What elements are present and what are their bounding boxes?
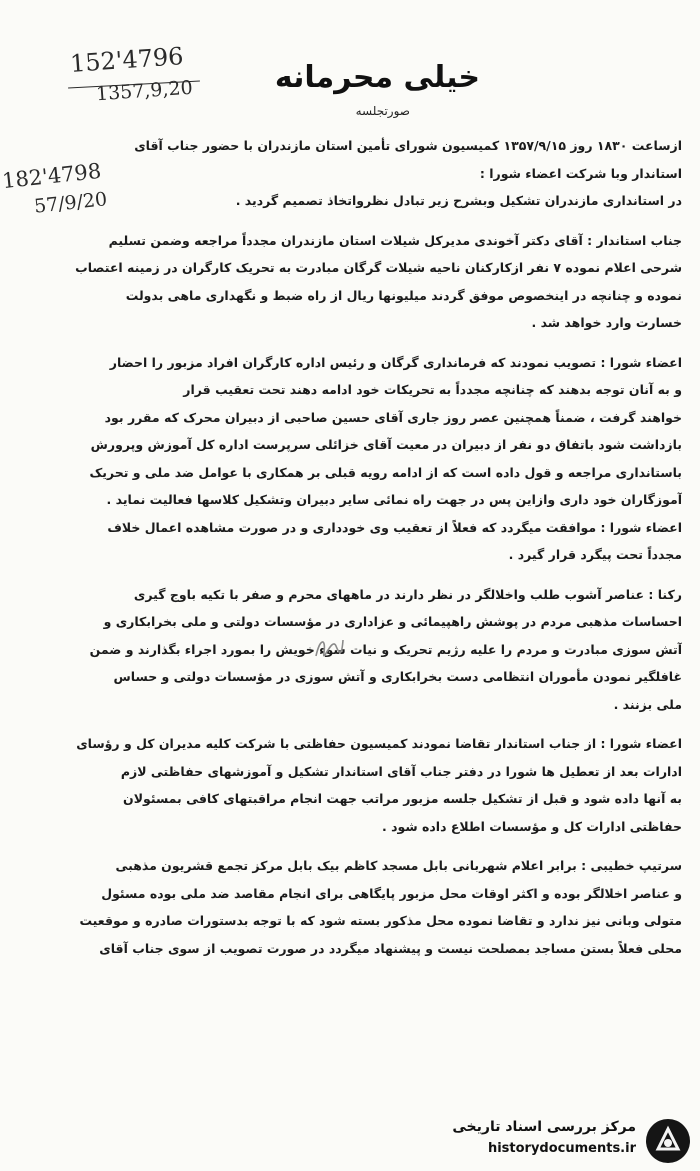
body-line: حفاظتی ادارات کل و مؤسسات اطلاع داده شود . [382,818,682,834]
document-subtitle: صورتجلسه [355,104,410,118]
body-line: سرتیپ خطیبی : برابر اعلام شهربانی بابل مسجد کاظم بیک بابل مرکز تجمع قشریون مذهبی [115,858,682,873]
handwritten-number-2: 182'4798 [1,158,103,194]
body-line: خواهند گرفت ، ضمناً همچنین عصر روز جاری آقای حسین صاحبی از دبیران محرک که مقرر بود [104,409,682,425]
body-line: بازداشت شود باتفاق دو نفر از دبیران در معیت آقای خزائلی سرپرست اداره کل آموزش وپرورش [90,437,682,452]
body-line: مجدداً تحت پیگرد قرار گیرد . [508,547,682,562]
body-line: در استانداری مازندران تشکیل وبشرح زیر تبادل نظرواتخاذ تصمیم گردید . [235,193,682,208]
handwritten-date-2: 57/9/20 [33,188,109,218]
watermark-text: مرکز بررسی اسناد تاریخی [452,1119,636,1135]
faint-signature-mark [312,632,346,668]
body-line: جناب استاندار : آقای دکتر آخوندی مدیرکل شیلات استان مازندران مجدداً مراجعه وضمن تسلیم [108,232,682,248]
body-line: و عناصر اخلالگر بوده و اکثر اوقات محل مزبور پایگاهی برای انجام مقاصد ضد ملی بوده مسئول [101,885,682,901]
body-line: خسارت وارد خواهد شد . [531,315,682,330]
body-line: آتش سوزی مبادرت و مردم را علیه رژیم تحریک و نیات سوء خویش را بمورد اجراء بگذارند و ضمن [89,641,682,657]
watermark-url: historydocuments.ir [487,1141,636,1156]
body-line: ادارات بعد از تعطیل ها شورا در دفتر جناب آقای استاندار تشکیل و آموزشهای حفاظتی لازم [120,763,682,779]
handwritten-number-1: 152'4796 [69,42,185,78]
body-line: ملی بزنند . [613,696,682,712]
archive-watermark [394,1117,694,1165]
body-line: اعضاء شورا : از جناب استاندار تقاضا نمودند کمیسیون حفاظتی با شرکت کلیه مدیران کل و رؤسای [76,736,682,751]
body-line: آموزگاران خود داری وازاین پس در جهت راه نمائی سایر دبیران وتشکیل کلاسها فعالیت نماید . [106,492,682,507]
archive-logo-icon [646,1119,690,1163]
body-line: اعضاء شورا : موافقت میگردد که فعلاً از تعقیب وی خودداری و در صورت مشاهده اعمال خلاف [107,519,682,535]
body-line: محلی فعلاً بستن مساجد بمصلحت نیست و پیشنهاد میگردد در صورت تصویب از سوی جناب آقای [99,940,682,956]
handwritten-date-1: 1357,9,20 [95,76,194,106]
body-line: اعضاء شورا : تصویب نمودند که فرمانداری گرگان و رئیس اداره کارگران افراد مزبور را احضار [109,354,682,370]
document-body [22,132,682,962]
body-line: متولی وبانی نیز ندارد و تقاضا نموده محل مذکور بسته شود که با توجه بدستورات صادره و موقعیت [79,913,682,928]
body-line: ازساعت ۱۸۳۰ روز ۱۳۵۷/۹/۱۵ کمیسیون شورای تأمین استان مازندران با حضور جناب آقای [134,138,682,153]
body-line: باستانداری مراجعه و قول داده است که از ادامه رویه قبلی بر همکاری با عوامل ضد ملی و تحریک [89,464,682,480]
body-line: نموده و چنانچه در اینخصوص موفق گردند میلیونها ریال از راه ضبط و نگهداری ماهی بدولت [125,287,682,303]
classification-title: خیلی محرمانه [274,60,480,95]
body-line: به آنها داده شود و قبل از تشکیل جلسه مزبور مراتب جهت انجام مراقبتهای کافی بمسئولان [123,791,682,806]
body-line: و به آنان توجه بدهند که چنانچه مجدداً به تحریکات خود ادامه دهند تحت تعقیب قرار [183,382,682,397]
body-line: رکنا : عناصر آشوب طلب واخلالگر در نظر دارند در ماههای محرم و صفر با تکیه باوج گیری [133,586,682,602]
body-line: احساسات مذهبی مردم در پوشش راهپیمائی و عزاداری در مؤسسات دولتی و ملی بخرابکاری و [103,614,682,629]
body-line: غافلگیر نمودن مأموران انتظامی دست بخرابکاری و آتش سوزی در مؤسسات دولتی و حساس [113,669,682,684]
body-line: شرحی اعلام نموده ۷ نفر ازکارکنان ناحیه شیلات گرگان مبادرت به تحریک کارگران در زمینه اعتصاب [75,260,682,275]
body-line: استاندار وبا شرکت اعضاء شورا : [479,165,682,181]
